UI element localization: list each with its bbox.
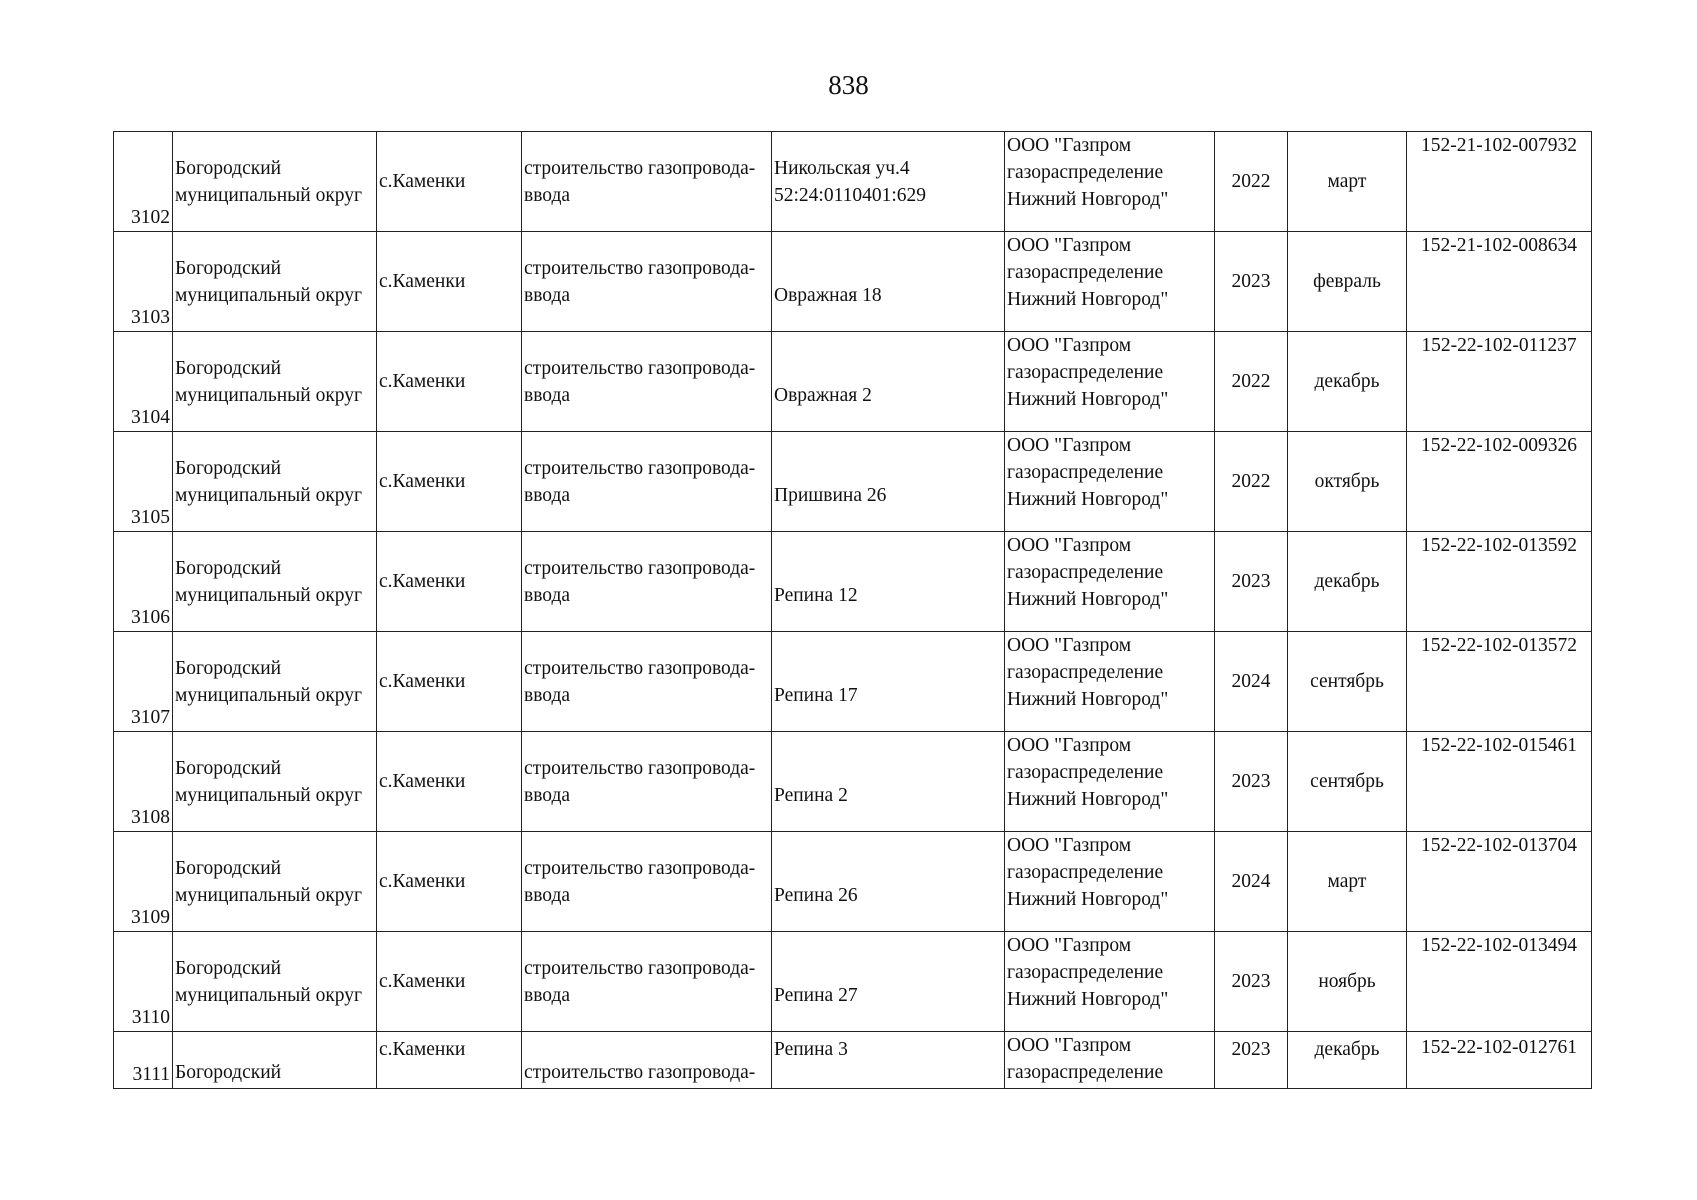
organization-cell: ООО "Газпром газораспределение Нижний Новгород"	[1005, 832, 1215, 932]
village-cell: с.Каменки	[377, 1032, 522, 1089]
year-cell: 2022	[1215, 132, 1288, 232]
table-row	[114, 632, 1592, 732]
month-cell: март	[1288, 832, 1407, 932]
row-number: 3105	[114, 432, 173, 532]
village-cell: с.Каменки	[377, 932, 522, 1032]
district-cell: Богородский муниципальный округ	[173, 332, 377, 432]
work-type-cell: строительство газопровода- ввода	[522, 832, 772, 932]
district-cell: Богородский муниципальный округ	[173, 832, 377, 932]
year-cell: 2023	[1215, 1032, 1288, 1089]
work-type-cell: строительство газопровода- ввода	[522, 932, 772, 1032]
year-cell: 2023	[1215, 232, 1288, 332]
year-cell: 2024	[1215, 832, 1288, 932]
month-cell: декабрь	[1288, 1032, 1407, 1089]
address-cell: Овражная 18	[772, 232, 1005, 332]
month-cell: февраль	[1288, 232, 1407, 332]
year-cell: 2022	[1215, 432, 1288, 532]
address-cell: Овражная 2	[772, 332, 1005, 432]
row-number: 3109	[114, 832, 173, 932]
month-cell: декабрь	[1288, 332, 1407, 432]
address-cell: Репина 26	[772, 832, 1005, 932]
village-cell: с.Каменки	[377, 232, 522, 332]
table-row	[114, 132, 1592, 232]
work-type-cell: строительство газопровода- ввода	[522, 432, 772, 532]
work-type-cell: строительство газопровода- ввода	[522, 232, 772, 332]
month-cell: сентябрь	[1288, 632, 1407, 732]
village-cell: с.Каменки	[377, 332, 522, 432]
row-number: 3110	[114, 932, 173, 1032]
page-number: 838	[828, 70, 869, 100]
row-number: 3103	[114, 232, 173, 332]
table-body	[114, 132, 1592, 1089]
row-number: 3102	[114, 132, 173, 232]
registry-code-cell: 152-21-102-008634	[1407, 232, 1592, 332]
registry-code-cell: 152-22-102-009326	[1407, 432, 1592, 532]
village-cell: с.Каменки	[377, 732, 522, 832]
district-cell: Богородский	[173, 1032, 377, 1089]
address-cell: Никольская уч.4 52:24:0110401:629	[772, 132, 1005, 232]
organization-cell: ООО "Газпром газораспределение Нижний Новгород"	[1005, 432, 1215, 532]
work-type-cell: строительство газопровода- ввода	[522, 632, 772, 732]
address-cell: Репина 12	[772, 532, 1005, 632]
work-type-cell: строительство газопровода- ввода	[522, 332, 772, 432]
month-cell: сентябрь	[1288, 732, 1407, 832]
month-cell: ноябрь	[1288, 932, 1407, 1032]
organization-cell: ООО "Газпром газораспределение Нижний Новгород"	[1005, 232, 1215, 332]
registry-code-cell: 152-22-102-015461	[1407, 732, 1592, 832]
village-cell: с.Каменки	[377, 532, 522, 632]
registry-code-cell: 152-22-102-013572	[1407, 632, 1592, 732]
row-number: 3106	[114, 532, 173, 632]
village-cell: с.Каменки	[377, 832, 522, 932]
organization-cell: ООО "Газпром газораспределение Нижний Новгород"	[1005, 732, 1215, 832]
district-cell: Богородский муниципальный округ	[173, 132, 377, 232]
address-cell: Репина 2	[772, 732, 1005, 832]
table-row	[114, 832, 1592, 932]
registry-code-cell: 152-21-102-007932	[1407, 132, 1592, 232]
organization-cell: ООО "Газпром газораспределение Нижний Новгород"	[1005, 632, 1215, 732]
work-type-cell: строительство газопровода- ввода	[522, 532, 772, 632]
organization-cell: ООО "Газпром газораспределение Нижний Новгород"	[1005, 532, 1215, 632]
registry-code-cell: 152-22-102-013704	[1407, 832, 1592, 932]
district-cell: Богородский муниципальный округ	[173, 532, 377, 632]
table-row	[114, 332, 1592, 432]
registry-code-cell: 152-22-102-012761	[1407, 1032, 1592, 1089]
district-cell: Богородский муниципальный округ	[173, 432, 377, 532]
village-cell: с.Каменки	[377, 432, 522, 532]
district-cell: Богородский муниципальный округ	[173, 232, 377, 332]
month-cell: декабрь	[1288, 532, 1407, 632]
address-cell: Пришвина 26	[772, 432, 1005, 532]
table-row	[114, 732, 1592, 832]
address-cell: Репина 17	[772, 632, 1005, 732]
work-type-cell: строительство газопровода- ввода	[522, 732, 772, 832]
year-cell: 2023	[1215, 932, 1288, 1032]
row-number: 3108	[114, 732, 173, 832]
village-cell: с.Каменки	[377, 132, 522, 232]
month-cell: март	[1288, 132, 1407, 232]
organization-cell: ООО "Газпром газораспределение Нижний Новгород"	[1005, 332, 1215, 432]
address-cell: Репина 27	[772, 932, 1005, 1032]
row-number: 3107	[114, 632, 173, 732]
table-row	[114, 232, 1592, 332]
table-row	[114, 532, 1592, 632]
year-cell: 2023	[1215, 532, 1288, 632]
village-cell: с.Каменки	[377, 632, 522, 732]
organization-cell: ООО "Газпром газораспределение Нижний Новгород"	[1005, 932, 1215, 1032]
registry-table	[113, 131, 1592, 1089]
district-cell: Богородский муниципальный округ	[173, 732, 377, 832]
address-cell: Репина 3	[772, 1032, 1005, 1089]
district-cell: Богородский муниципальный округ	[173, 632, 377, 732]
table-row	[114, 432, 1592, 532]
registry-code-cell: 152-22-102-013494	[1407, 932, 1592, 1032]
year-cell: 2023	[1215, 732, 1288, 832]
district-cell: Богородский муниципальный округ	[173, 932, 377, 1032]
table-row	[114, 932, 1592, 1032]
table-row	[114, 1032, 1592, 1089]
work-type-cell: строительство газопровода- ввода	[522, 132, 772, 232]
row-number: 3111	[114, 1032, 173, 1089]
year-cell: 2022	[1215, 332, 1288, 432]
month-cell: октябрь	[1288, 432, 1407, 532]
organization-cell: ООО "Газпром газораспределение Нижний Новгород"	[1005, 132, 1215, 232]
registry-code-cell: 152-22-102-013592	[1407, 532, 1592, 632]
registry-code-cell: 152-22-102-011237	[1407, 332, 1592, 432]
row-number: 3104	[114, 332, 173, 432]
year-cell: 2024	[1215, 632, 1288, 732]
organization-cell: ООО "Газпром газораспределение	[1005, 1032, 1215, 1089]
work-type-cell: строительство газопровода-	[522, 1032, 772, 1089]
